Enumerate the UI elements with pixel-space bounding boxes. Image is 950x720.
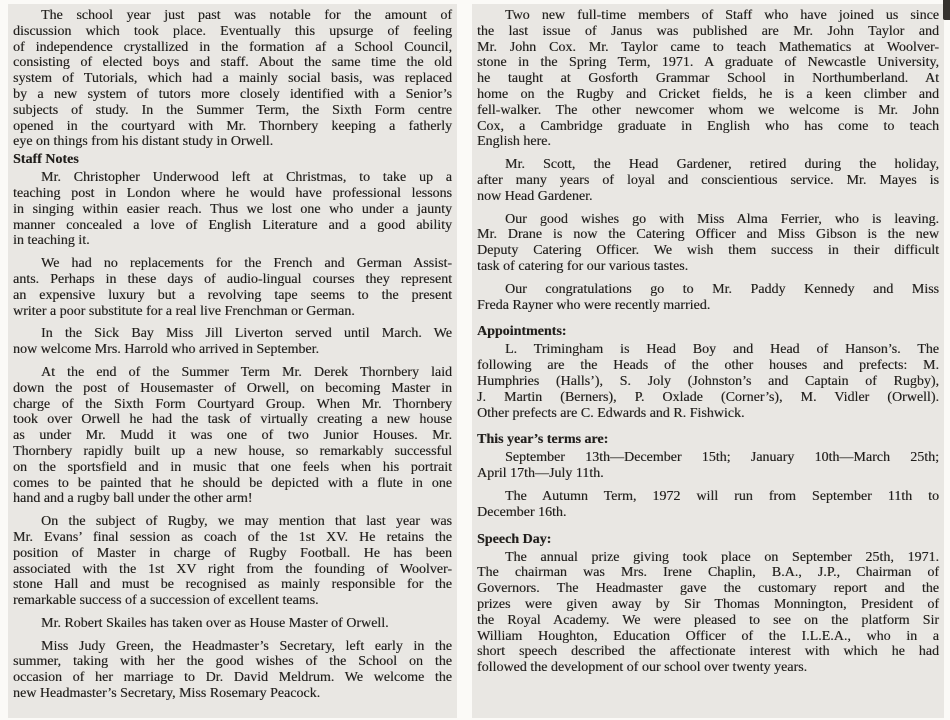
paragraph bbox=[13, 514, 452, 609]
text-line: home on the Rugby and Cricket fields, he is a keen climber and bbox=[477, 86, 939, 102]
text-line: J. Martin (Berners), P. Oxlade (Corner’s), M. Vidler (Orwell). bbox=[477, 389, 939, 405]
text-line: down the post of Housemaster of Orwell, on becoming Master in bbox=[13, 380, 452, 396]
paragraph bbox=[477, 8, 939, 150]
text-line: Cox, a Cambridge graduate in English who has come to teach bbox=[477, 118, 939, 134]
text-line: Two new full-time members of Staff who have joined us since bbox=[505, 8, 939, 23]
paragraph bbox=[13, 365, 452, 507]
text-line: Thornbery rapidly built up a new house, so remarkably successful bbox=[13, 443, 452, 459]
text-line: In the Sick Bay Miss Jill Liverton served until March. We bbox=[41, 326, 452, 342]
section-heading: Appointments: bbox=[477, 324, 567, 340]
paragraph bbox=[13, 616, 452, 632]
text-line: stone Hall and must be recognised as mainly responsible for the bbox=[13, 577, 452, 593]
text-line: an expensive luxury but a revolving tape seems to the present bbox=[13, 287, 452, 303]
text-line: teaching post in London where he would have professional lessons bbox=[13, 185, 452, 201]
text-line: opened in the courtyard with Mr. Thornbery keeping a fatherly bbox=[13, 118, 452, 134]
text-line: fell-walker. The other newcomer whom we welcome is Mr. John bbox=[477, 102, 939, 118]
text-line: Governors. The Headmaster gave the customary report and the bbox=[477, 581, 939, 597]
text-line: The Autumn Term, 1972 will run from September 11th to bbox=[505, 488, 939, 504]
paragraph bbox=[477, 450, 939, 482]
text-line: comes to be painted that he should be depicted with a flute in one bbox=[13, 475, 452, 491]
paragraph bbox=[477, 489, 939, 521]
text-line: Mr. Christopher Underwood left at Christmas, to take up a bbox=[41, 170, 452, 186]
text-line: Mr. Drane is now the Catering Officer and Miss Gibson is the new bbox=[477, 227, 939, 243]
text-line: summer, taking with her the good wishes of the School on the bbox=[13, 654, 452, 670]
paragraph bbox=[13, 326, 452, 358]
text-line: Our good wishes go with Miss Alma Ferrier, who is leaving. bbox=[505, 211, 939, 227]
text-line: in teaching it. bbox=[13, 233, 90, 249]
text-line: Humphries (Halls’), S. Joly (Johnston’s and Captain of Rugby), bbox=[477, 373, 939, 389]
paragraph bbox=[13, 256, 452, 319]
text-line: discussion which took place. Eventually this upsurge of feeling bbox=[13, 23, 452, 39]
column-right bbox=[472, 4, 944, 718]
text-line: Other prefects are C. Edwards and R. Fishwick. bbox=[477, 405, 745, 421]
text-line: Mr. Robert Skailes has taken over as House Master of Orwell. bbox=[41, 615, 389, 631]
text-line: system of Tutorials, which had a mainly social basis, was replaced bbox=[13, 71, 452, 87]
text-line: Our congratulations go to Mr. Paddy Kennedy and Miss bbox=[505, 281, 939, 297]
text-line: task of catering for our various tastes. bbox=[477, 258, 689, 274]
paragraph bbox=[13, 8, 452, 150]
text-line: ants. Perhaps in these days of audio-lingual courses they represent bbox=[13, 271, 452, 287]
text-line: William Houghton, Education Officer of the I.L.E.A., who in a bbox=[477, 628, 939, 644]
column-left bbox=[8, 4, 457, 718]
paragraph bbox=[13, 170, 452, 249]
text-line: The annual prize giving took place on September 25th, 1971. bbox=[505, 549, 939, 565]
text-line: short speech described the affectionate interest with which he had bbox=[477, 644, 939, 660]
paragraph bbox=[477, 157, 939, 204]
text-line: consisting of elected boys and staff. About the same time the old bbox=[13, 55, 452, 71]
text-line: after many years of loyal and conscientious service. Mr. Mayes is bbox=[477, 172, 939, 188]
text-line: subjects of study. In the Summer Term, the Sixth Form centre bbox=[13, 102, 452, 118]
section-heading: Staff Notes bbox=[13, 152, 79, 168]
text-line: position of Master in charge of Rugby Football. He has been bbox=[13, 545, 452, 561]
text-line: remarkable success of a succession of excellent teams. bbox=[13, 593, 319, 609]
text-line: April 17th—July 11th. bbox=[477, 466, 604, 482]
text-line: We had no replacements for the French and German Assist- bbox=[41, 256, 452, 272]
paragraph bbox=[477, 212, 939, 275]
paragraph bbox=[477, 342, 939, 421]
text-line: as under Mr. Mudd it was one of two Junior Houses. Mr. bbox=[13, 428, 452, 444]
text-line: hand and a rugby ball under the other arm! bbox=[13, 491, 253, 507]
text-line: followed the development of our school over twenty years. bbox=[477, 660, 808, 676]
text-line: September 13th—December 15th; January 10th—March 25th; bbox=[505, 450, 939, 466]
text-line: Miss Judy Green, the Headmaster’s Secretary, left early in the bbox=[41, 638, 452, 654]
text-line: On the subject of Rugby, we may mention that last year was bbox=[41, 514, 452, 530]
text-line: Mr. Scott, the Head Gardener, retired during the holiday, bbox=[505, 157, 939, 173]
text-line: now welcome Mrs. Harrold who arrived in September. bbox=[13, 342, 319, 358]
text-line: The chairman was Mrs. Irene Chaplin, B.A., J.P., Chairman of bbox=[477, 565, 939, 581]
paragraph bbox=[477, 282, 939, 314]
text-line: by a new system of tutors more closely identified with a Senior’s bbox=[13, 86, 452, 102]
text-line: At the end of the Summer Term Mr. Derek Thornbery laid bbox=[41, 364, 452, 380]
text-line: December 16th. bbox=[477, 504, 567, 520]
text-line: new Headmaster’s Secretary, Miss Rosemary Peacock. bbox=[13, 686, 321, 702]
paragraph bbox=[477, 550, 939, 676]
text-line: writer a poor substitute for a real live Frenchman or German. bbox=[13, 303, 355, 319]
text-line: Freda Rayner who were recently married. bbox=[477, 297, 711, 313]
section-heading: Speech Day: bbox=[477, 531, 552, 547]
text-line: on the sportsfield and in music that one feels when his portrait bbox=[13, 459, 452, 475]
scan-artifact bbox=[943, 0, 950, 20]
text-line: associated with the 1st XV right from the founding of Woolver- bbox=[13, 561, 452, 577]
text-line: charge of the Sixth Form Courtyard Group. When Mr. Thornbery bbox=[13, 396, 452, 412]
text-line: manner concealed a love of English Literature and a good ability bbox=[13, 217, 452, 233]
text-line: Deputy Catering Officer. We wish them success in their difficult bbox=[477, 243, 939, 259]
text-line: he taught at Gosforth Grammar School in Northumberland. At bbox=[477, 71, 939, 87]
text-line: now Head Gardener. bbox=[477, 188, 593, 204]
section-heading: This year’s terms are: bbox=[477, 432, 609, 448]
text-line: The school year just past was notable for the amount of bbox=[41, 8, 452, 23]
text-line: occasion of her marriage to Dr. David Meldrum. We welcome the bbox=[13, 670, 452, 686]
text-line: prizes were given away by Sir Thomas Monnington, President of bbox=[477, 596, 939, 612]
text-line: took over Orwell he had the task of virtually creating a new house bbox=[13, 412, 452, 428]
text-line: Mr. Evans’ final session as coach of the 1st XV. He retains the bbox=[13, 529, 452, 545]
text-line: English here. bbox=[477, 134, 551, 150]
text-line: following are the Heads of the other houses and prefects: M. bbox=[477, 358, 939, 374]
text-line: the Royal Academy. We were pleased to see on the platform Sir bbox=[477, 612, 939, 628]
text-line: eye on things from his distant study in Orwell. bbox=[13, 134, 274, 150]
text-line: Mr. John Cox. Mr. Taylor came to teach Mathematics at Woolver- bbox=[477, 39, 939, 55]
text-line: L. Trimingham is Head Boy and Head of Hanson’s. The bbox=[505, 342, 939, 358]
text-line: in singing within easier reach. Thus we lost one who under a jaunty bbox=[13, 201, 452, 217]
text-line: the last issue of Janus was published are Mr. John Taylor and bbox=[477, 23, 939, 39]
text-line: of independence crystallized in the formation af a School Council, bbox=[13, 39, 452, 55]
text-line: stone in the Spring Term, 1971. A graduate of Newcastle University, bbox=[477, 55, 939, 71]
paragraph bbox=[13, 639, 452, 702]
